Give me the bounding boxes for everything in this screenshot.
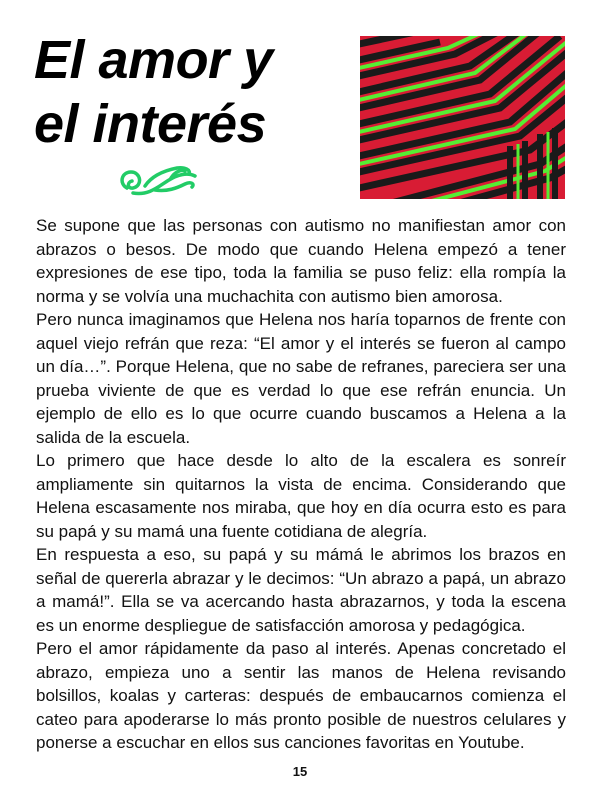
article-body [36,214,566,755]
paragraph-3: Lo primero que hace desde lo alto de la escalera es sonreír ampliamente sin quitarnos la vista de encima. Considerando que Helena escasamente nos miraba, que hoy en día ocurra esto es para su papá y su mamá una fuente cotidiana de alegría. [36,451,566,541]
paragraph-2: Pero nunca imaginamos que Helena nos haría toparnos de frente con aquel viejo refrán que reza: “El amor y el interés se fueron al campo un día…”. Porque Helena, que no sabe de refranes, pareciera ser una prueba viviente de que es verdad lo que ese refrán enuncia. Un ejemplo de ello es lo que ocurre cuando buscamos a Helena a la salida de la escuela. [36,310,566,447]
paragraph-1: Se supone que las personas con autismo no manifiestan amor con abrazos o besos. De modo que cuando Helena empezó a tener expresiones de ese tipo, toda la familia se puso feliz: ella rompía la norma y se volvía una muchachita con autismo bien amorosa. [36,216,566,306]
page-number: 15 [292,764,308,779]
paragraph-5: Pero el amor rápidamente da paso al interés. Apenas concretado el abrazo, empieza uno a sentir las manos de Helena revisando bolsillos, koalas y carteras: después de embaucarnos comienza el cateo para apoderarse lo más pronto posible de nuestros celulares y ponerse a escuchar en ellos sus canciones favoritas en Youtube. [36,639,566,752]
page-title [34,28,354,156]
paragraph-4: En respuesta a eso, su papá y su mámá le abrimos los brazos en señal de quererla abrazar y le decimos: “Un abrazo a papá, un abrazo a mamá!”. Ella se va acercando hasta abrazarnos, y toda la escena es un enorme despliegue de satisfacción amorosa y pedagógica. [36,545,566,635]
title-line-2: el interés [34,94,267,154]
swirl-ornament-icon [115,160,205,206]
abstract-painting-image [360,36,565,199]
title-line-1: El amor y [34,30,273,90]
